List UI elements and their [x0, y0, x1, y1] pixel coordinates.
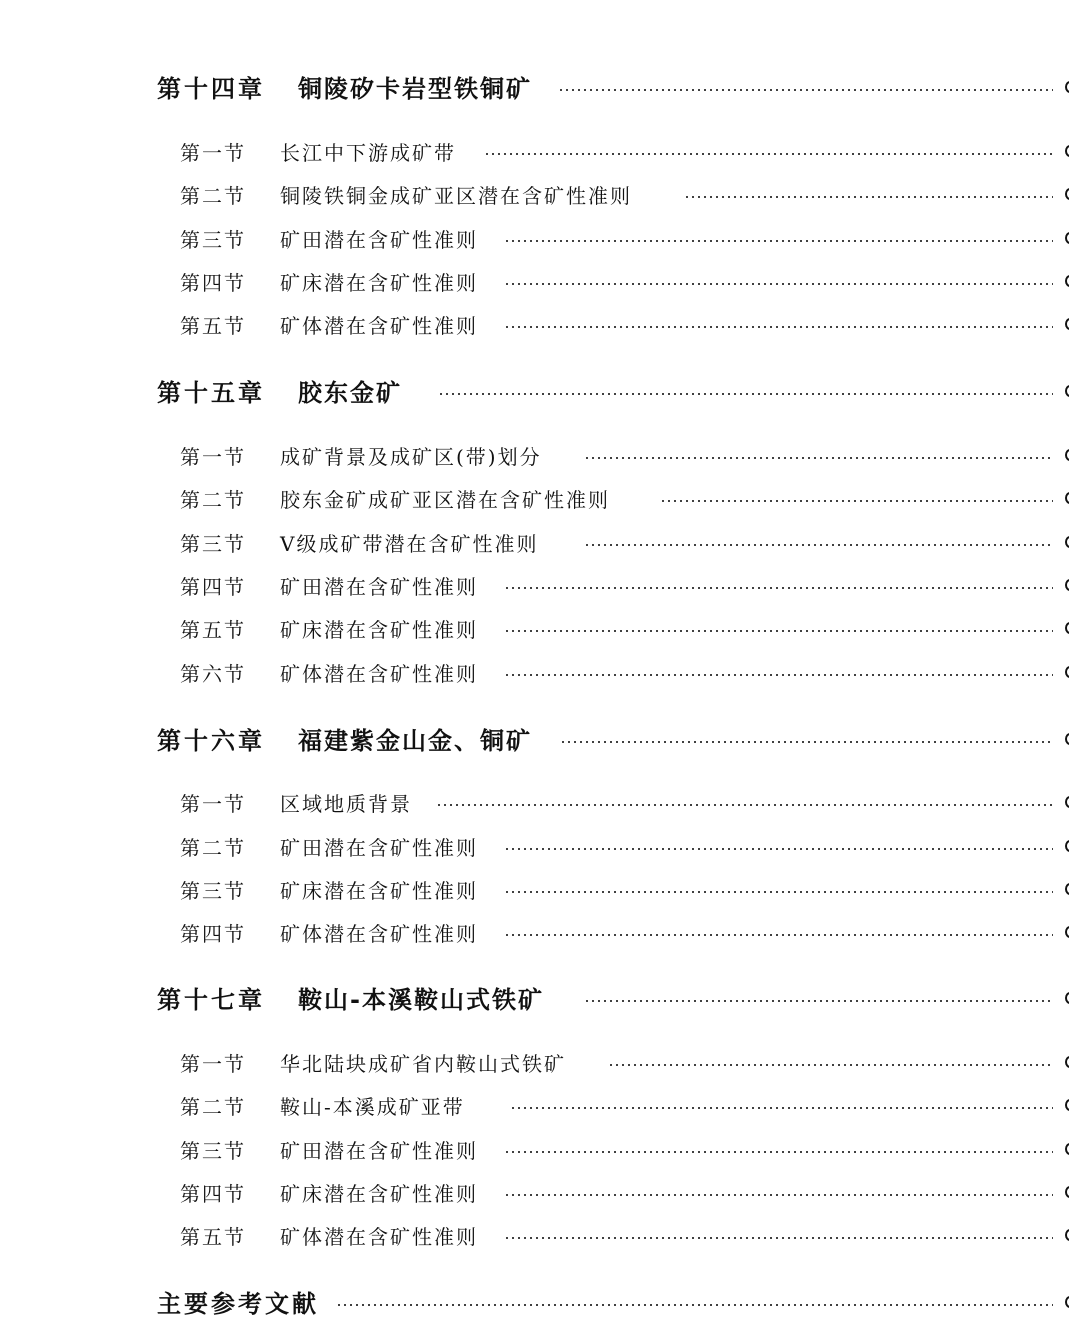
dot-leader — [436, 804, 1053, 806]
page-number-partial — [1065, 992, 1069, 1004]
toc-section[interactable] — [0, 177, 1069, 211]
page-number-partial — [1065, 318, 1069, 330]
section-number: 第三节 — [180, 1138, 246, 1163]
dot-leader — [560, 741, 1053, 743]
references-title: 主要参考文献 — [157, 1289, 319, 1318]
section-number: 第四节 — [180, 574, 246, 599]
section-number: 第一节 — [180, 140, 246, 165]
toc-section[interactable] — [0, 1045, 1069, 1079]
dot-leader — [584, 544, 1053, 546]
dot-leader — [504, 326, 1053, 328]
section-title: Ⅴ级成矿带潜在含矿性准则 — [280, 531, 539, 556]
section-title: 成矿背景及成矿区(带)划分 — [280, 444, 542, 469]
toc-chapter-16[interactable] — [0, 721, 1069, 755]
page-number-partial — [1065, 926, 1069, 938]
page-number-partial — [1065, 883, 1069, 895]
section-title: 矿体潜在含矿性准则 — [280, 1224, 478, 1249]
dot-leader — [504, 674, 1053, 676]
page-number-partial — [1065, 275, 1069, 287]
chapter-title: 福建紫金山金、铜矿 — [298, 726, 532, 755]
page-number-partial — [1065, 796, 1069, 808]
dot-leader — [504, 630, 1053, 632]
chapter-title: 鞍山-本溪鞍山式铁矿 — [298, 985, 544, 1014]
section-title: 矿田潜在含矿性准则 — [280, 574, 478, 599]
toc-section[interactable] — [0, 264, 1069, 298]
page-number-partial — [1065, 385, 1069, 397]
chapter-title: 胶东金矿 — [298, 378, 402, 407]
dot-leader — [484, 153, 1053, 155]
page-number-partial — [1065, 536, 1069, 548]
toc-section[interactable] — [0, 611, 1069, 645]
chapter-number: 第十四章 — [157, 74, 265, 103]
chapter-number: 第十六章 — [157, 726, 265, 755]
toc-section[interactable] — [0, 221, 1069, 255]
section-number: 第四节 — [180, 270, 246, 295]
toc-section[interactable] — [0, 785, 1069, 819]
section-title: 矿体潜在含矿性准则 — [280, 921, 478, 946]
dot-leader — [608, 1064, 1053, 1066]
section-number: 第二节 — [180, 835, 246, 860]
section-number: 第三节 — [180, 531, 246, 556]
chapter-title: 铜陵矽卡岩型铁铜矿 — [298, 74, 532, 103]
section-title: 矿床潜在含矿性准则 — [280, 270, 478, 295]
page-number-partial — [1065, 579, 1069, 591]
dot-leader — [584, 1000, 1053, 1002]
section-number: 第二节 — [180, 487, 246, 512]
dot-leader — [504, 934, 1053, 936]
section-number: 第一节 — [180, 444, 246, 469]
section-title: 矿田潜在含矿性准则 — [280, 835, 478, 860]
toc-section[interactable] — [0, 481, 1069, 515]
page-number-partial — [1065, 840, 1069, 852]
dot-leader — [504, 1237, 1053, 1239]
section-number: 第四节 — [180, 921, 246, 946]
toc-section[interactable] — [0, 829, 1069, 863]
section-number: 第一节 — [180, 791, 246, 816]
toc-section[interactable] — [0, 1088, 1069, 1122]
dot-leader — [504, 1194, 1053, 1196]
page-number-partial — [1065, 232, 1069, 244]
section-number: 第二节 — [180, 183, 246, 208]
section-title: 长江中下游成矿带 — [280, 140, 456, 165]
section-number: 第一节 — [180, 1051, 246, 1076]
dot-leader — [684, 196, 1053, 198]
toc-section[interactable] — [0, 1132, 1069, 1166]
toc-section[interactable] — [0, 1218, 1069, 1252]
dot-leader — [510, 1107, 1053, 1109]
section-title: 区域地质背景 — [280, 791, 412, 816]
toc-section[interactable] — [0, 915, 1069, 949]
page-number-partial — [1065, 449, 1069, 461]
dot-leader — [504, 1151, 1053, 1153]
page-number-partial — [1065, 622, 1069, 634]
section-number: 第五节 — [180, 617, 246, 642]
page-number-partial — [1065, 733, 1069, 745]
toc-section[interactable] — [0, 307, 1069, 341]
chapter-number: 第十七章 — [157, 985, 265, 1014]
toc-chapter-17[interactable] — [0, 980, 1069, 1014]
section-number: 第三节 — [180, 878, 246, 903]
toc-section[interactable] — [0, 872, 1069, 906]
dot-leader — [504, 283, 1053, 285]
section-title: 华北陆块成矿省内鞍山式铁矿 — [280, 1051, 566, 1076]
section-title: 矿田潜在含矿性准则 — [280, 227, 478, 252]
page-number-partial — [1065, 666, 1069, 678]
dot-leader — [504, 848, 1053, 850]
dot-leader — [504, 587, 1053, 589]
section-title: 矿床潜在含矿性准则 — [280, 1181, 478, 1206]
page-number-partial — [1065, 188, 1069, 200]
page-number-partial — [1065, 1143, 1069, 1155]
section-title: 铜陵铁铜金成矿亚区潜在含矿性准则 — [280, 183, 632, 208]
section-title: 胶东金矿成矿亚区潜在含矿性准则 — [280, 487, 610, 512]
section-number: 第二节 — [180, 1094, 246, 1119]
toc-section[interactable] — [0, 134, 1069, 168]
page-number-partial — [1065, 81, 1069, 93]
dot-leader — [504, 240, 1053, 242]
chapter-number: 第十五章 — [157, 378, 265, 407]
section-number: 第六节 — [180, 661, 246, 686]
section-title: 矿田潜在含矿性准则 — [280, 1138, 478, 1163]
dot-leader — [660, 500, 1053, 502]
page-number-partial — [1065, 1099, 1069, 1111]
section-title: 矿床潜在含矿性准则 — [280, 878, 478, 903]
section-number: 第四节 — [180, 1181, 246, 1206]
page-number-partial — [1065, 1056, 1069, 1068]
dot-leader — [438, 393, 1053, 395]
section-title: 矿体潜在含矿性准则 — [280, 313, 478, 338]
page-number-partial — [1065, 145, 1069, 157]
dot-leader — [336, 1304, 1053, 1306]
dot-leader — [558, 89, 1053, 91]
section-number: 第五节 — [180, 1224, 246, 1249]
toc-references[interactable] — [0, 1284, 1069, 1318]
toc-section[interactable] — [0, 655, 1069, 689]
page-number-partial — [1065, 1296, 1069, 1308]
toc-section[interactable] — [0, 525, 1069, 559]
page-number-partial — [1065, 492, 1069, 504]
section-number: 第三节 — [180, 227, 246, 252]
page-number-partial — [1065, 1229, 1069, 1241]
section-title: 矿床潜在含矿性准则 — [280, 617, 478, 642]
dot-leader — [584, 457, 1053, 459]
toc-section[interactable] — [0, 1175, 1069, 1209]
section-number: 第五节 — [180, 313, 246, 338]
section-title: 矿体潜在含矿性准则 — [280, 661, 478, 686]
section-title: 鞍山-本溪成矿亚带 — [280, 1094, 465, 1119]
toc-section[interactable] — [0, 438, 1069, 472]
toc-chapter-15[interactable] — [0, 373, 1069, 407]
dot-leader — [504, 891, 1053, 893]
toc-section[interactable] — [0, 568, 1069, 602]
toc-chapter-14[interactable] — [0, 69, 1069, 103]
page-number-partial — [1065, 1186, 1069, 1198]
